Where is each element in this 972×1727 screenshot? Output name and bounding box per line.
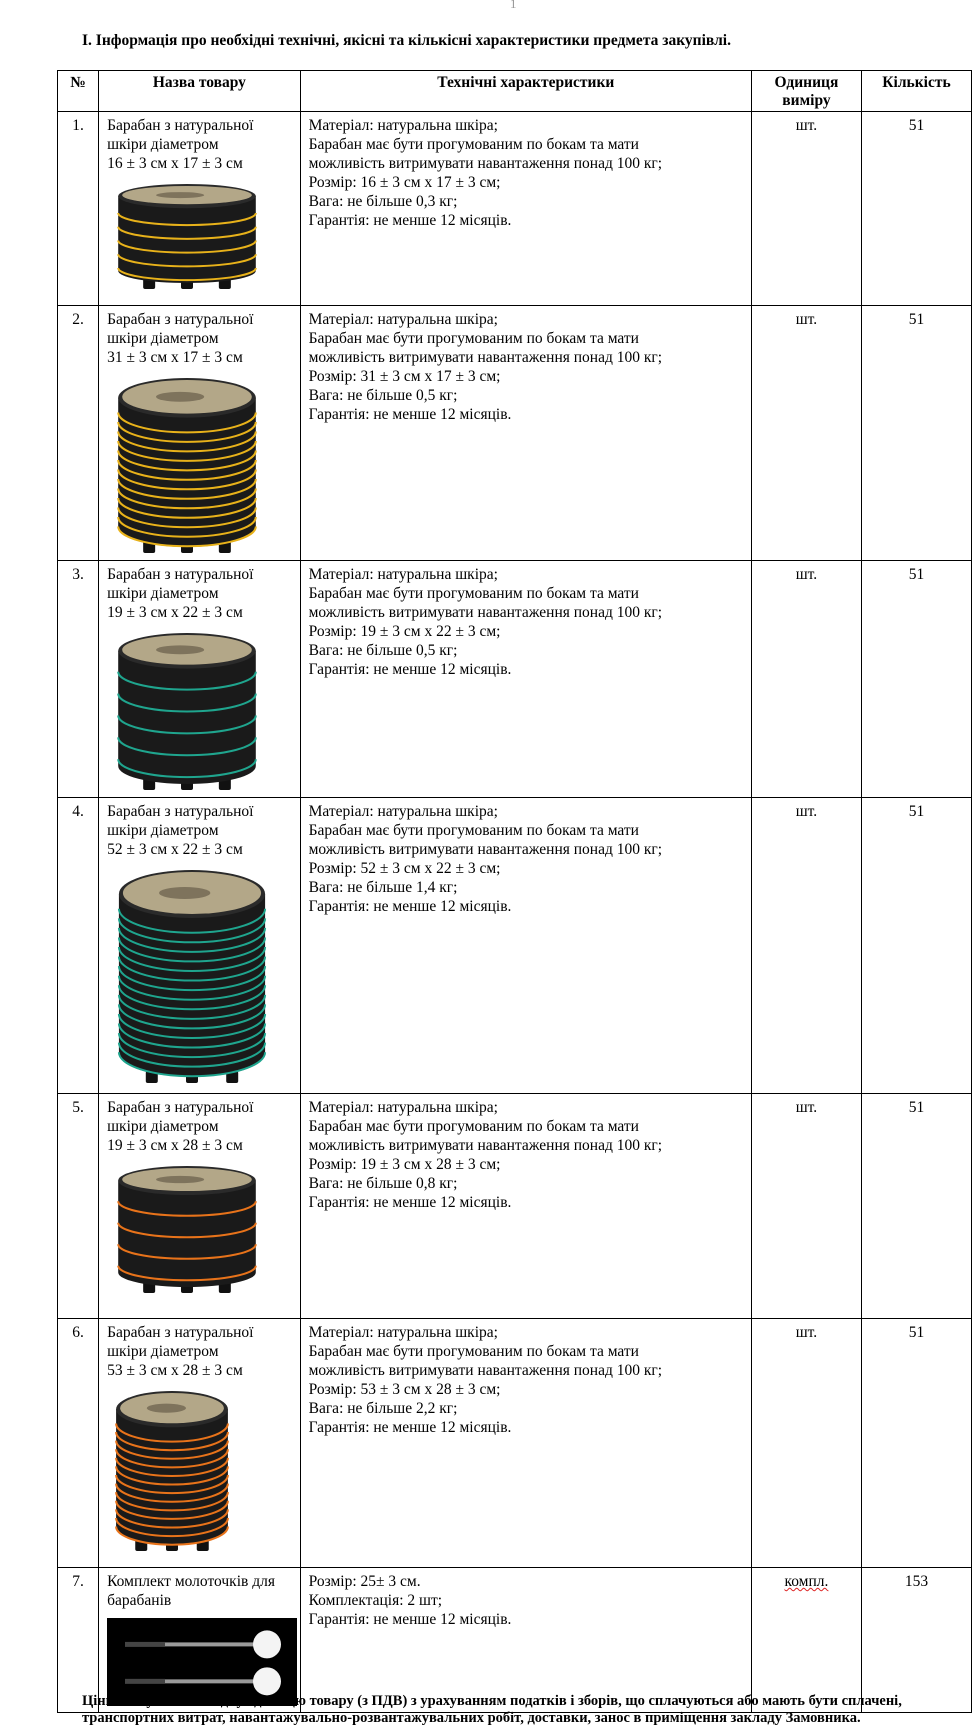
product-image: [107, 375, 300, 560]
spec-line: Вага: не більше 2,2 кг;: [308, 1400, 458, 1417]
quantity-cell: 51: [861, 798, 971, 1094]
spec-line: Комплектація: 2 шт;: [308, 1592, 443, 1609]
technical-specs-cell: [300, 798, 751, 1094]
product-name-line: 31 ± 3 см х 17 ± 3 см: [107, 349, 243, 366]
product-name-line: 52 ± 3 см х 22 ± 3 см: [107, 841, 243, 858]
mallet-head: [253, 1667, 281, 1695]
header-unit-line2: виміру: [782, 92, 831, 109]
row-number: 1.: [58, 112, 99, 306]
drum-body: [116, 1409, 228, 1545]
spec-line: Розмір: 53 ± 3 см х 28 ± 3 см;: [308, 1381, 501, 1398]
unit-cell: [751, 112, 861, 306]
mallet-grip: [125, 1642, 165, 1647]
image-spacer: [107, 622, 300, 630]
product-name-line: 53 ± 3 см х 28 ± 3 см: [107, 1362, 243, 1379]
product-name-line: барабанів: [107, 1592, 172, 1609]
drum-image: [107, 867, 277, 1085]
table-row: [58, 112, 972, 306]
drum-image: [107, 1388, 237, 1553]
unit-cell: [751, 798, 861, 1094]
spec-line: Барабан має бути прогумованим по бокам та мати: [308, 330, 639, 347]
row-number: 4.: [58, 798, 99, 1094]
image-spacer: [107, 1610, 300, 1618]
product-name-line: шкіри діаметром: [107, 1343, 219, 1360]
price-footnote: [82, 1693, 962, 1727]
row-number: 5.: [58, 1094, 99, 1319]
unit-value: шт.: [795, 311, 818, 328]
spec-line: Вага: не більше 0,8 кг;: [308, 1175, 458, 1192]
spec-line: Гарантія: не менше 12 місяців.: [308, 1194, 512, 1211]
product-image: [107, 1163, 300, 1300]
spec-line: Матеріал: натуральна шкіра;: [308, 566, 498, 583]
product-image: [107, 867, 300, 1090]
image-spacer: [107, 1155, 300, 1163]
table-header-row: [58, 71, 972, 112]
footnote-line1: Ціни вказуються за одну одиницю товару (з ПДВ) з урахуванням податків і зборів, що сплачуються або мають бути сплачені,: [82, 1693, 902, 1709]
technical-specs-cell: [300, 1319, 751, 1568]
product-image: [107, 630, 300, 797]
table-row: [58, 798, 972, 1094]
footnote-line2: транспортних витрат, навантажувально-розвантажувальних робіт, доставки, занос в приміщення закладу Замовника.: [82, 1710, 861, 1726]
header-quantity: Кількість: [861, 71, 971, 112]
spec-line: Барабан має бути прогумованим по бокам та мати: [308, 1118, 639, 1135]
spec-line: Гарантія: не менше 12 місяців.: [308, 661, 512, 678]
technical-specs-cell: [300, 1568, 751, 1713]
product-name-cell: [99, 1319, 301, 1568]
product-name-line: Барабан з натуральної: [107, 311, 254, 328]
spec-line: Матеріал: натуральна шкіра;: [308, 1324, 498, 1341]
spec-line: Розмір: 19 ± 3 см х 28 ± 3 см;: [308, 1156, 501, 1173]
quantity-cell: 51: [861, 112, 971, 306]
table-row: [58, 1319, 972, 1568]
product-name-line: шкіри діаметром: [107, 822, 219, 839]
quantity-cell: 51: [861, 1094, 971, 1319]
unit-cell: [751, 1319, 861, 1568]
drum-head-logo: [147, 1404, 186, 1413]
spec-line: можливість витримувати навантаження понад 100 кг;: [308, 1137, 663, 1154]
spec-line: можливість витримувати навантаження понад 100 кг;: [308, 1362, 663, 1379]
product-name-cell: [99, 306, 301, 561]
technical-specs-cell: [300, 112, 751, 306]
drum-head-logo: [156, 392, 204, 402]
spec-line: Матеріал: натуральна шкіра;: [308, 1099, 498, 1116]
unit-value: шт.: [795, 1099, 818, 1116]
page-number-mark: 1: [510, 0, 517, 11]
spec-line: Гарантія: не менше 12 місяців.: [308, 212, 512, 229]
spec-line: Вага: не більше 1,4 кг;: [308, 879, 458, 896]
row-number: 6.: [58, 1319, 99, 1568]
image-spacer: [107, 173, 300, 181]
quantity-cell: 153: [861, 1568, 971, 1713]
product-name-cell: [99, 798, 301, 1094]
product-image: [107, 181, 300, 296]
spec-line: можливість витримувати навантаження понад 100 кг;: [308, 349, 663, 366]
spec-line: Розмір: 16 ± 3 см х 17 ± 3 см;: [308, 174, 501, 191]
product-name-cell: [99, 112, 301, 306]
spec-line: Матеріал: натуральна шкіра;: [308, 117, 498, 134]
spec-line: Розмір: 31 ± 3 см х 17 ± 3 см;: [308, 368, 501, 385]
header-number: №: [58, 71, 99, 112]
spec-line: Розмір: 25± 3 см.: [308, 1573, 421, 1590]
unit-cell: [751, 1094, 861, 1319]
row-number: 3.: [58, 561, 99, 798]
product-image: [107, 1388, 300, 1558]
product-name-cell: [99, 561, 301, 798]
section-heading: I. Інформація про необхідні технічні, якісні та кількісні характеристики предмета закупівлі.: [82, 32, 731, 49]
image-spacer: [107, 367, 300, 375]
spec-line: Вага: не більше 0,5 кг;: [308, 642, 458, 659]
drum-head-logo: [159, 887, 210, 899]
product-name-line: 19 ± 3 см х 22 ± 3 см: [107, 604, 243, 621]
drum-head-logo: [156, 645, 204, 654]
unit-value: шт.: [795, 566, 818, 583]
product-name-line: Комплект молоточків для: [107, 1573, 275, 1590]
header-unit-line1: Одиниця: [774, 74, 839, 91]
product-name-line: 19 ± 3 см х 28 ± 3 см: [107, 1137, 243, 1154]
header-unit: [751, 71, 861, 112]
unit-cell: [751, 1568, 861, 1713]
spec-line: Розмір: 52 ± 3 см х 22 ± 3 см;: [308, 860, 501, 877]
product-name-line: шкіри діаметром: [107, 1118, 219, 1135]
spec-line: Вага: не більше 0,5 кг;: [308, 387, 458, 404]
technical-specs-cell: [300, 306, 751, 561]
unit-cell: [751, 561, 861, 798]
table-row: [58, 1568, 972, 1713]
spec-line: можливість витримувати навантаження понад 100 кг;: [308, 841, 663, 858]
technical-specs-cell: [300, 1094, 751, 1319]
product-name-cell: [99, 1094, 301, 1319]
product-name-line: Барабан з натуральної: [107, 117, 254, 134]
mallet-grip: [125, 1679, 165, 1684]
row-number: 7.: [58, 1568, 99, 1713]
product-name-line: Барабан з натуральної: [107, 566, 254, 583]
row-number: 2.: [58, 306, 99, 561]
unit-value: шт.: [795, 1324, 818, 1341]
drum-image: [107, 630, 267, 792]
unit-value: шт.: [795, 803, 818, 820]
product-name-cell: [99, 1568, 301, 1713]
drum-image: [107, 375, 267, 555]
spec-line: Вага: не більше 0,3 кг;: [308, 193, 458, 210]
quantity-cell: 51: [861, 306, 971, 561]
spec-line: Розмір: 19 ± 3 см х 22 ± 3 см;: [308, 623, 501, 640]
product-name-line: Барабан з натуральної: [107, 1324, 254, 1341]
drum-head-logo: [156, 192, 204, 198]
image-spacer: [107, 1380, 300, 1388]
spec-line: Барабан має бути прогумованим по бокам та мати: [308, 585, 639, 602]
unit-cell: [751, 306, 861, 561]
unit-value: компл.: [784, 1573, 829, 1590]
header-technical-specs: Технічні характеристики: [300, 71, 751, 112]
product-name-line: шкіри діаметром: [107, 330, 219, 347]
unit-value: шт.: [795, 117, 818, 134]
product-name-line: шкіри діаметром: [107, 136, 219, 153]
spec-line: Барабан має бути прогумованим по бокам та мати: [308, 136, 639, 153]
quantity-cell: 51: [861, 561, 971, 798]
product-name-line: Барабан з натуральної: [107, 803, 254, 820]
technical-specs-cell: [300, 561, 751, 798]
table-row: [58, 561, 972, 798]
spec-line: Гарантія: не менше 12 місяців.: [308, 406, 512, 423]
table-row: [58, 306, 972, 561]
specifications-table: [57, 70, 972, 1713]
spec-line: можливість витримувати навантаження понад 100 кг;: [308, 155, 663, 172]
product-name-line: 16 ± 3 см х 17 ± 3 см: [107, 155, 243, 172]
spec-line: можливість витримувати навантаження понад 100 кг;: [308, 604, 663, 621]
header-product-name: Назва товару: [99, 71, 301, 112]
spec-line: Барабан має бути прогумованим по бокам та мати: [308, 1343, 639, 1360]
spec-line: Барабан має бути прогумованим по бокам та мати: [308, 822, 639, 839]
drum-body: [118, 651, 256, 784]
product-name-line: шкіри діаметром: [107, 585, 219, 602]
product-name-line: Барабан з натуральної: [107, 1099, 254, 1116]
quantity-cell: 51: [861, 1319, 971, 1568]
spec-line: Гарантія: не менше 12 місяців.: [308, 898, 512, 915]
image-spacer: [107, 859, 300, 867]
table-row: [58, 1094, 972, 1319]
spec-line: Матеріал: натуральна шкіра;: [308, 803, 498, 820]
spec-line: Гарантія: не менше 12 місяців.: [308, 1419, 512, 1436]
spec-line: Матеріал: натуральна шкіра;: [308, 311, 498, 328]
spec-line: Гарантія: не менше 12 місяців.: [308, 1611, 512, 1628]
drum-head-logo: [156, 1176, 204, 1183]
drum-image: [107, 181, 267, 291]
drum-body: [118, 398, 256, 547]
drum-image: [107, 1163, 267, 1295]
mallet-head: [253, 1630, 281, 1658]
